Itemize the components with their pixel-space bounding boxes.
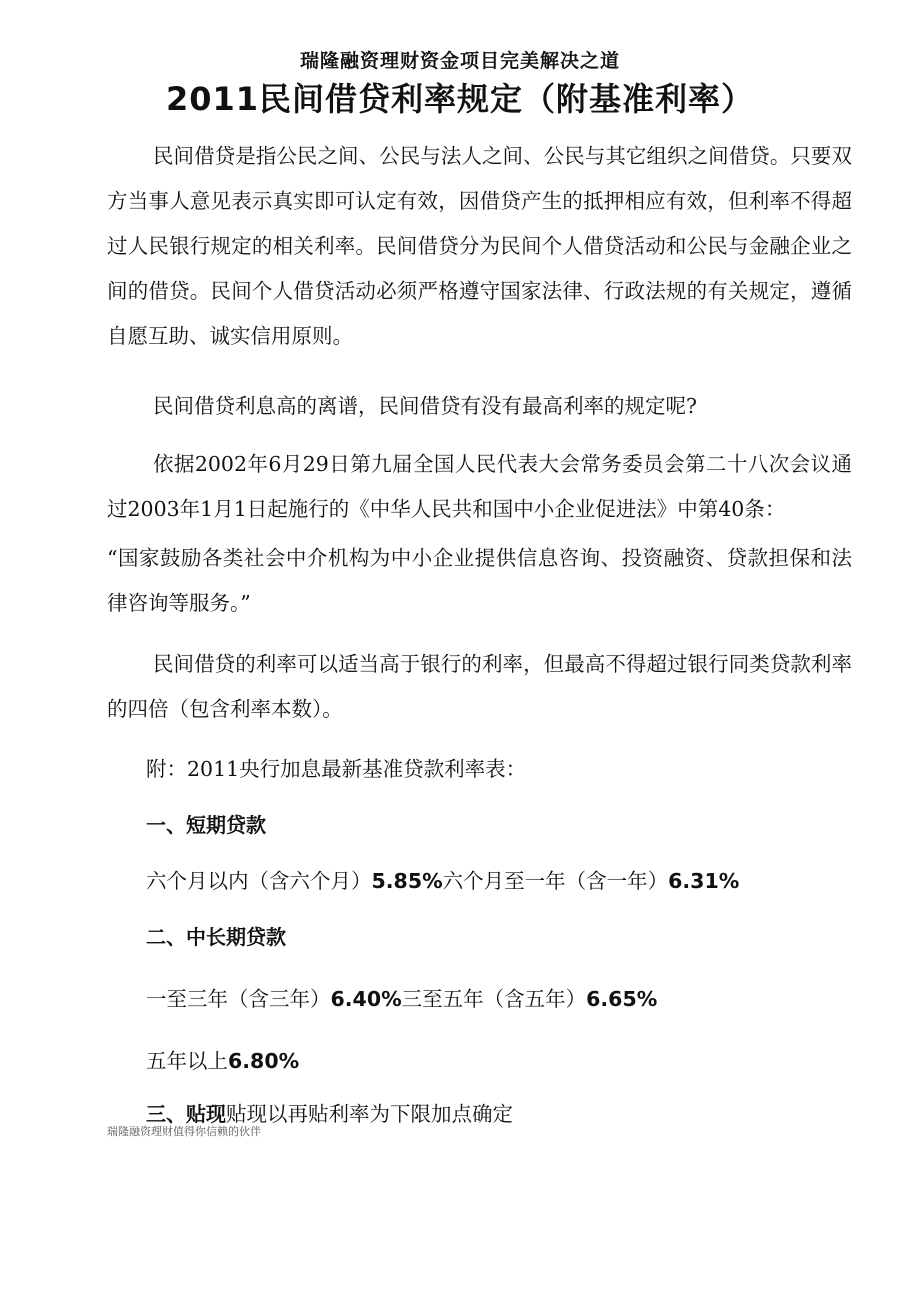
short-term-rate-2: 6.31% (668, 869, 740, 893)
paragraph-law-quote: “国家鼓励各类社会中介机构为中小企业提供信息咨询、投资融资、贷款担保和法律咨询等服务。” (107, 546, 852, 615)
mid-term-rates (146, 977, 846, 1022)
paragraph-appendix: 附：2011央行加息最新基准贷款利率表： (146, 757, 527, 781)
mid-long-term-heading: 二、中长期贷款 (146, 925, 286, 949)
long-term-rate-line (146, 1039, 846, 1084)
mid-term-label-1: 一至三年（含三年） (146, 987, 331, 1011)
footer-note: 瑞隆融资理财值得你信赖的伙伴 (107, 1125, 261, 1138)
mid-term-rate-1: 6.40% (330, 987, 402, 1011)
short-term-rate-1: 5.85% (371, 869, 443, 893)
mid-term-label-2: 三至五年（含五年） (401, 987, 587, 1011)
company-header: 瑞隆融资理财资金项目完美解决之道 (299, 50, 620, 72)
paragraph-rate-limit: 民间借贷的利率可以适当高于银行的利率，但最高不得超过银行同类贷款利率的四倍（包含利率本数）。 (107, 652, 852, 721)
short-term-label-2: 六个月至一年（含一年） (442, 869, 669, 893)
long-term-rate: 6.80% (228, 1049, 300, 1073)
mid-term-rate-2: 6.65% (586, 987, 658, 1011)
discount-text: 贴现以再贴利率为下限加点确定 (226, 1102, 513, 1126)
long-term-label: 五年以上 (146, 1049, 228, 1073)
paragraph-legal-basis: 依据2002年6月29日第九届全国人民代表大会常务委员会第二十八次会议通过2003年1月1日起施行的《中华人民共和国中小企业促进法》中第40条： (107, 452, 852, 521)
short-term-label-1: 六个月以内（含六个月） (146, 869, 372, 893)
discount-heading: 三、贴现 (146, 1102, 226, 1126)
short-term-rates (146, 859, 846, 904)
paragraph-intro: 民间借贷是指公民之间、公民与法人之间、公民与其它组织之间借贷。只要双方当事人意见表示真实即可认定有效，因借贷产生的抵押相应有效，但利率不得超过人民银行规定的相关利率。民间借贷分为民间个人借贷活动和公民与金融企业之间的借贷。民间个人借贷活动必须严格遵守国家法律、行政法规的有关规定，遵循自愿互助、诚实信用原则。 (107, 144, 852, 348)
page-title: 2011民间借贷利率规定（附基准利率） (165, 80, 755, 118)
paragraph-question: 民间借贷利息高的离谱，民间借贷有没有最高利率的规定呢? (153, 394, 697, 418)
short-term-heading: 一、短期贷款 (146, 813, 266, 837)
